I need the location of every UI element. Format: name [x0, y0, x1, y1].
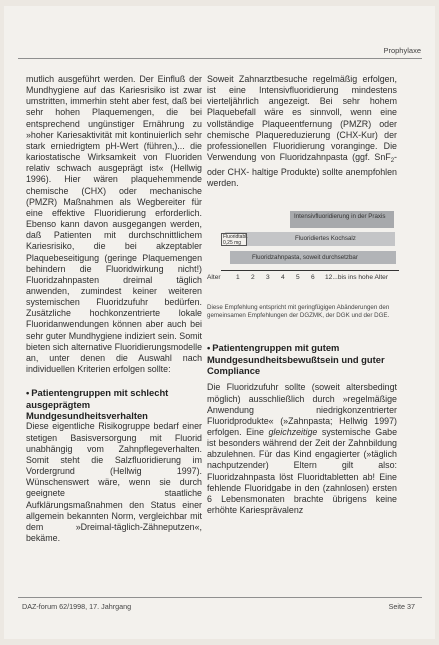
section-label: Prophylaxe — [383, 46, 421, 55]
text-run: - oder CHX- haltige Produkte) sollte anempfohlen werden. — [207, 152, 397, 189]
figure-caption: Diese Empfehlung entspricht mit geringfügigen Abänderungen den gemeinsamen Empfehlungen der DGZMK, der DGK und der DGE. — [207, 303, 390, 319]
heading-text: Patientengruppen mit schlecht ausgeprägtem Mundgesundheitsverhalten — [26, 387, 169, 422]
heading-good-hygiene — [207, 342, 397, 376]
bar-intensive-fluoridation: Intensivfluoridierung in der Praxis — [290, 211, 394, 228]
tick-label: 12...bis ins hohe Alter — [325, 273, 389, 281]
tick-label: 5 — [296, 273, 300, 281]
tick-label: 6 — [311, 273, 315, 281]
text-run: systemische Gabe ist besonders während der Zeit der Zahnbildung abzulehnen. Für das Kind engagierter (»täglich nachputzender) Eltern gilt also: Fluoridzahnpasta löst Fluoridtabletten ab! Eine fehlende Fluoridgabe in den (zahnlosen) ersten 6 Lebensmonaten brachte übrigens keine erhöhte Kariesprävalenz — [207, 427, 398, 516]
text-run: Die Fluoridzufuhr sollte (soweit altersbedingt möglich) ausschließlich durch »regelmäßige Anwendung niedrigkonzentrierter Fluoridprodukte« (»Zahnpasta; Hellwig 1997) erfolgen. Eine — [207, 382, 397, 437]
fluoride-recommendation-figure — [207, 204, 397, 304]
left-paragraph-1: mutlich ausgeführt werden. Der Einfluß der Mundhygiene auf das Kariesrisiko ist zwar umstritten, immerhin steht aber fest, daß bei sehr hohen Plaquemengen, die bei entsprechend ungünstiger Ernährung zu »hoher Kariesaktivität mit kontinuierlich sehr stark erniedrigtem pH-Wert (führen,)... die kariostatische Wirksamkeit von Fluoriden relativ schwach ausgeprägt ist« (Hellwig 1996). Hier wären plaquehemmende chemische (CHX) oder mechanische (PMZR) Maßnahmen als Wegbereiter für eine effektive Fluoridierung erforderlich. Ebenso kann davon ausgegangen werden, daß Patienten mit durchschnittlichem Kariesrisiko, die bei akzeptabler Plaquebeseitigung (geringe Plaquemengen behindern die Fluoridwirkung nicht!) Fluoridzahnpasten dreimal täglich anwenden, zumindest keiner weiteren systemischen Fluoridzufuhr bedürfen. Zusätzliche hochkonzentrierte lokale Fluoridanwendungen können aber auch bei sehr guter Mundhygiene indiziert sein. Somit bieten sich alternative Fluoridierungsmodelle an, unter denen die Auswahl nach individuellen Kriterien erfolgen sollte: — [26, 74, 202, 375]
right-paragraph-1 — [207, 74, 397, 190]
tick-label: 4 — [281, 273, 285, 281]
fluoride-tablet-label: Fluoridtabl. 0,25 mg — [223, 233, 248, 246]
age-axis — [221, 270, 399, 271]
right-paragraph-2 — [207, 382, 397, 516]
left-column — [26, 74, 202, 544]
tick-label: 1 — [236, 273, 240, 281]
bullet-icon: • — [26, 387, 30, 399]
axis-label: Alter — [207, 273, 221, 281]
text-run: Soweit Zahnarztbesuche regelmäßig erfolgen, ist eine Intensivfluoridierung mindestens vierteljährlich angezeigt. Bei sehr hohem Plaquebefall wäre es sinnvoll, wenn eine vollständige Plaqueentfernung (PMZR) oder chemische Plaquereduzierung (CHX-Kur) der professionellen Fluoridierung voranginge. Die Verwendung von Fluoridzahnpasta (ggf. SnF — [207, 74, 397, 163]
heading-text: Patientengruppen mit gutem Mundgesundheitsbewußtsein und guter Compliance — [207, 342, 385, 376]
bar-fluoridated-salt: Fluoridiertes Kochsalz — [225, 232, 395, 246]
bar-fluoride-toothpaste: Fluoridzahnpasta, soweit durchsetzbar — [230, 251, 396, 264]
footer-page-number: Seite 37 — [388, 602, 415, 611]
footer-rule — [18, 597, 422, 598]
tick-label: 3 — [266, 273, 270, 281]
heading-poor-hygiene — [26, 387, 202, 421]
magazine-page — [4, 6, 435, 639]
bullet-icon: • — [207, 342, 211, 354]
subscript: 2 — [390, 158, 395, 165]
right-column — [207, 74, 397, 516]
left-paragraph-2: Diese eigentliche Risikogruppe bedarf einer stetigen Basisversorgung mit Fluorid unabhängig vom Zahnpflegeverhalten. Somit steht die Salzfluoridierung im Vordergrund (Hellwig 1997). Wünschenswert wäre, wenn sie durch geeignete staatliche Aufklärungsmaßnahmen den Status einer allgemein bekannten Norm, vergleichbar mit dem »Dreimal-täglich-Zähneputzen«, bekäme. — [26, 421, 202, 543]
emphasis: gleichzeitige — [268, 427, 318, 437]
footer-journal: DAZ-forum 62/1998, 17. Jahrgang — [22, 602, 132, 611]
header-rule — [18, 58, 422, 59]
tick-label: 2 — [251, 273, 255, 281]
